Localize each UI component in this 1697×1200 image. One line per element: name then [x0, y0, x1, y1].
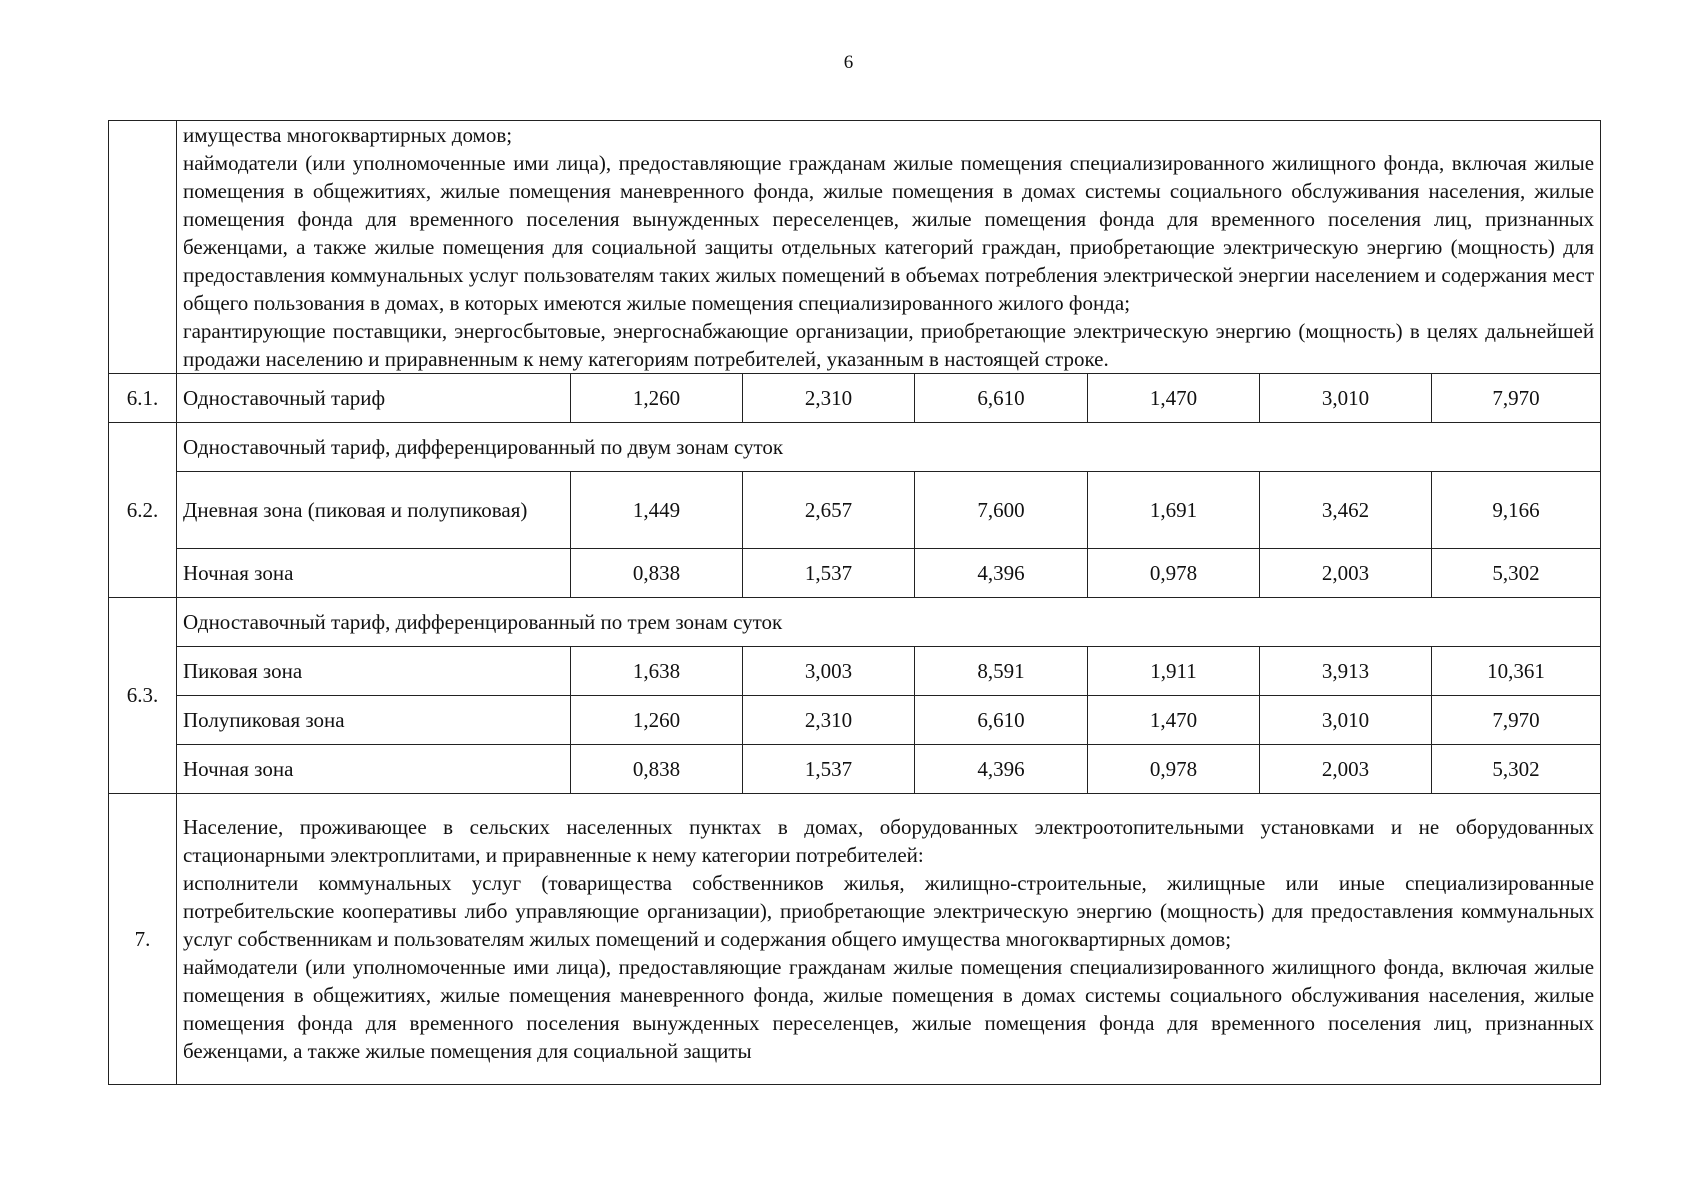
row-number: 6.3. [109, 598, 177, 794]
paragraph: гарантирующие поставщики, энергосбытовые, энергоснабжающие организации, приобретающие электрическую энергию (мощность) в целях дальнейшей продажи населению и приравненным к нему категориям потребителей, указанным в настоящей строке. [183, 319, 1595, 371]
value-cell: 7,970 [1432, 374, 1601, 423]
value-cell: 2,657 [743, 472, 915, 549]
value-cell: 1,260 [571, 374, 743, 423]
value-cell: 7,970 [1432, 696, 1601, 745]
value-cell: 4,396 [915, 745, 1088, 794]
table-row-6-3-peak [109, 647, 1601, 696]
value-cell: 5,302 [1432, 745, 1601, 794]
value-cell: 3,010 [1260, 374, 1432, 423]
continued-text-cell [177, 121, 1601, 374]
value-cell: 1,537 [743, 549, 915, 598]
value-cell: 1,470 [1088, 696, 1260, 745]
value-cell: 2,003 [1260, 745, 1432, 794]
table-row-7 [109, 794, 1601, 1085]
table-row-6-1 [109, 374, 1601, 423]
zone-label: Ночная зона [177, 745, 571, 794]
table-row-6-2-day [109, 472, 1601, 549]
value-cell: 6,610 [915, 696, 1088, 745]
value-cell: 1,449 [571, 472, 743, 549]
paragraph: исполнители коммунальных услуг (товарищества собственников жилья, жилищно-строительные, жилищные или иные специализированные потребительские кооперативы либо управляющие организации), приобретающие электрическую энергию (мощность) для предоставления коммунальных услуг собственникам и пользователям жилых помещений и содержания общего имущества многоквартирных домов; [183, 871, 1595, 951]
value-cell: 3,913 [1260, 647, 1432, 696]
num-cell-empty [109, 121, 177, 374]
row-number: 7. [109, 794, 177, 1085]
value-cell: 10,361 [1432, 647, 1601, 696]
zone-label: Полупиковая зона [177, 696, 571, 745]
zone-label: Ночная зона [177, 549, 571, 598]
value-cell: 0,838 [571, 745, 743, 794]
paragraph: наймодатели (или уполномоченные ими лица), предоставляющие гражданам жилые помещения специализированного жилищного фонда, включая жилые помещения в общежитиях, жилые помещения маневренного фонда, жилые помещения в домах системы социального обслуживания населения, жилые помещения фонда для временного поселения вынужденных переселенцев, жилые помещения фонда для временного поселения лиц, признанных беженцами, а также жилые помещения для социальной защиты отдельных категорий граждан, приобретающие электрическую энергию (мощность) для предоставления коммунальных услуг пользователям таких жилых помещений в объемах потребления электрической энергии населением и содержания мест общего пользования в домах, в которых имеются жилые помещения специализированного жилого фонда; [183, 151, 1595, 315]
value-cell: 2,003 [1260, 549, 1432, 598]
paragraph: имущества многоквартирных домов; [183, 123, 513, 147]
table-row-6-2-header [109, 423, 1601, 472]
zone-label: Дневная зона (пиковая и полупиковая) [177, 472, 571, 549]
tariff-table [108, 120, 1601, 1085]
row-7-text-cell [177, 794, 1601, 1085]
value-cell: 7,600 [915, 472, 1088, 549]
value-cell: 0,978 [1088, 549, 1260, 598]
row-number: 6.2. [109, 423, 177, 598]
value-cell: 1,537 [743, 745, 915, 794]
row-label: Одноставочный тариф, дифференцированный по двум зонам суток [177, 423, 1601, 472]
paragraph: Население, проживающее в сельских населенных пунктах в домах, оборудованных электроотопительными установками и не оборудованных стационарными электроплитами, и приравненные к нему категории потребителей: [183, 815, 1595, 867]
value-cell: 9,166 [1432, 472, 1601, 549]
value-cell: 0,978 [1088, 745, 1260, 794]
value-cell: 1,691 [1088, 472, 1260, 549]
value-cell: 2,310 [743, 374, 915, 423]
value-cell: 4,396 [915, 549, 1088, 598]
paragraph: наймодатели (или уполномоченные ими лица), предоставляющие гражданам жилые помещения специализированного жилищного фонда, включая жилые помещения в общежитиях, жилые помещения маневренного фонда, жилые помещения в домах системы социального обслуживания населения, жилые помещения фонда для временного поселения вынужденных переселенцев, жилые помещения фонда для временного поселения лиц, признанных беженцами, а также жилые помещения для социальной защиты [183, 955, 1595, 1063]
value-cell: 1,260 [571, 696, 743, 745]
value-cell: 6,610 [915, 374, 1088, 423]
value-cell: 0,838 [571, 549, 743, 598]
value-cell: 1,911 [1088, 647, 1260, 696]
value-cell: 8,591 [915, 647, 1088, 696]
row-number: 6.1. [109, 374, 177, 423]
value-cell: 3,010 [1260, 696, 1432, 745]
row-label: Одноставочный тариф, дифференцированный по трем зонам суток [177, 598, 1601, 647]
value-cell: 3,462 [1260, 472, 1432, 549]
table-row-6-2-night [109, 549, 1601, 598]
row-label: Одноставочный тариф [177, 374, 571, 423]
value-cell: 1,470 [1088, 374, 1260, 423]
table-row-continued [109, 121, 1601, 374]
zone-label: Пиковая зона [177, 647, 571, 696]
table-row-6-3-half-peak [109, 696, 1601, 745]
value-cell: 3,003 [743, 647, 915, 696]
table-row-6-3-night [109, 745, 1601, 794]
page-number: 6 [843, 52, 854, 73]
value-cell: 1,638 [571, 647, 743, 696]
value-cell: 5,302 [1432, 549, 1601, 598]
value-cell: 2,310 [743, 696, 915, 745]
table-row-6-3-header [109, 598, 1601, 647]
